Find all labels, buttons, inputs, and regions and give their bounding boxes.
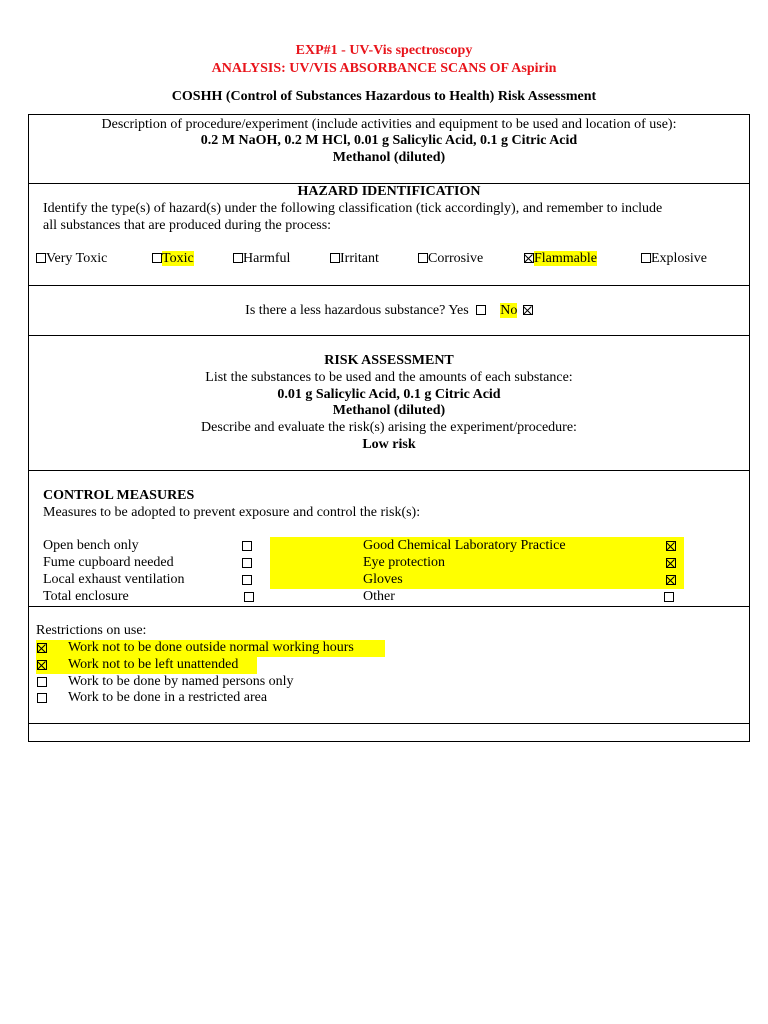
- divider: [28, 723, 750, 724]
- divider: [28, 285, 750, 286]
- description-methanol: Methanol (diluted): [332, 150, 446, 165]
- hazard-option-flammable: Flammable: [524, 251, 597, 267]
- checkbox[interactable]: [37, 677, 47, 687]
- description-substances: 0.2 M NaOH, 0.2 M HCl, 0.01 g Salicylic Acid, 0.1 g Citric Acid: [200, 133, 578, 148]
- other-checkbox[interactable]: [664, 592, 674, 602]
- risk-evaluate-prompt: Describe and evaluate the risk(s) arising the experiment/procedure:: [201, 420, 577, 435]
- hazard-instructions: Identify the type(s) of hazard(s) under the following classification (tick accordingly), and remember to include: [43, 201, 663, 216]
- exhaust-checkbox[interactable]: [242, 575, 252, 585]
- checkbox-checked[interactable]: [37, 660, 47, 670]
- coshh-title: COSHH (Control of Substances Hazardous to Health) Risk Assessment: [171, 89, 597, 104]
- hazard-option-harmful: Harmful: [233, 251, 290, 267]
- gloves-checkbox-checked[interactable]: [666, 575, 676, 585]
- risk-methanol: Methanol (diluted): [332, 403, 446, 418]
- hazard-instructions-cont: all substances that are produced during the process:: [43, 218, 332, 233]
- control-option-enclosure: Total enclosure: [43, 589, 129, 604]
- checkbox[interactable]: [330, 253, 340, 263]
- open-bench-checkbox[interactable]: [242, 541, 252, 551]
- eye-protection-checkbox-checked[interactable]: [666, 558, 676, 568]
- control-prompt: Measures to be adopted to prevent exposure and control the risk(s):: [43, 505, 421, 520]
- hazard-option-irritant: Irritant: [330, 251, 379, 267]
- hazard-option-toxic: Toxic: [152, 251, 194, 267]
- checkbox[interactable]: [152, 253, 162, 263]
- checkbox[interactable]: [233, 253, 243, 263]
- risk-list-prompt: List the substances to be used and the amounts of each substance:: [205, 370, 573, 385]
- divider: [28, 335, 750, 336]
- control-heading: CONTROL MEASURES: [43, 488, 195, 503]
- risk-level: Low risk: [362, 437, 416, 452]
- hazard-option-corrosive: Corrosive: [418, 251, 483, 267]
- checkbox-checked[interactable]: [524, 253, 534, 263]
- no-checkbox-checked[interactable]: [523, 305, 533, 315]
- checkbox-checked[interactable]: [37, 643, 47, 653]
- experiment-title: EXP#1 - UV-Vis spectroscopy: [295, 43, 473, 58]
- description-prompt: Description of procedure/experiment (include activities and equipment to be used and location of use):: [101, 117, 677, 132]
- risk-heading: RISK ASSESSMENT: [324, 353, 454, 368]
- analysis-title: ANALYSIS: UV/VIS ABSORBANCE SCANS OF Aspirin: [211, 61, 557, 76]
- checkbox[interactable]: [641, 253, 651, 263]
- divider: [28, 470, 750, 471]
- checkbox[interactable]: [36, 253, 46, 263]
- control-option-other: Other: [363, 589, 395, 604]
- hazard-option-explosive: Explosive: [641, 251, 707, 267]
- control-option-open-bench: Open bench only: [43, 538, 139, 553]
- enclosure-checkbox[interactable]: [244, 592, 254, 602]
- checkbox[interactable]: [37, 693, 47, 703]
- checkbox[interactable]: [418, 253, 428, 263]
- good-practice-checkbox-checked[interactable]: [666, 541, 676, 551]
- control-option-eye-protection: Eye protection: [363, 555, 446, 570]
- control-option-good-practice: Good Chemical Laboratory Practice: [363, 538, 566, 553]
- risk-substances: 0.01 g Salicylic Acid, 0.1 g Citric Acid: [277, 387, 501, 402]
- hazard-option-very-toxic: Very Toxic: [36, 251, 107, 267]
- restrictions-heading: Restrictions on use:: [36, 623, 147, 638]
- divider: [28, 606, 750, 607]
- yes-checkbox[interactable]: [476, 305, 486, 315]
- less-hazardous-question: Is there a less hazardous substance? Yes No: [28, 303, 750, 319]
- control-option-exhaust: Local exhaust ventilation: [43, 572, 185, 587]
- control-option-fume-cupboard: Fume cupboard needed: [43, 555, 174, 570]
- hazard-heading: HAZARD IDENTIFICATION: [297, 184, 481, 199]
- fume-cupboard-checkbox[interactable]: [242, 558, 252, 568]
- control-option-gloves: Gloves: [363, 572, 403, 587]
